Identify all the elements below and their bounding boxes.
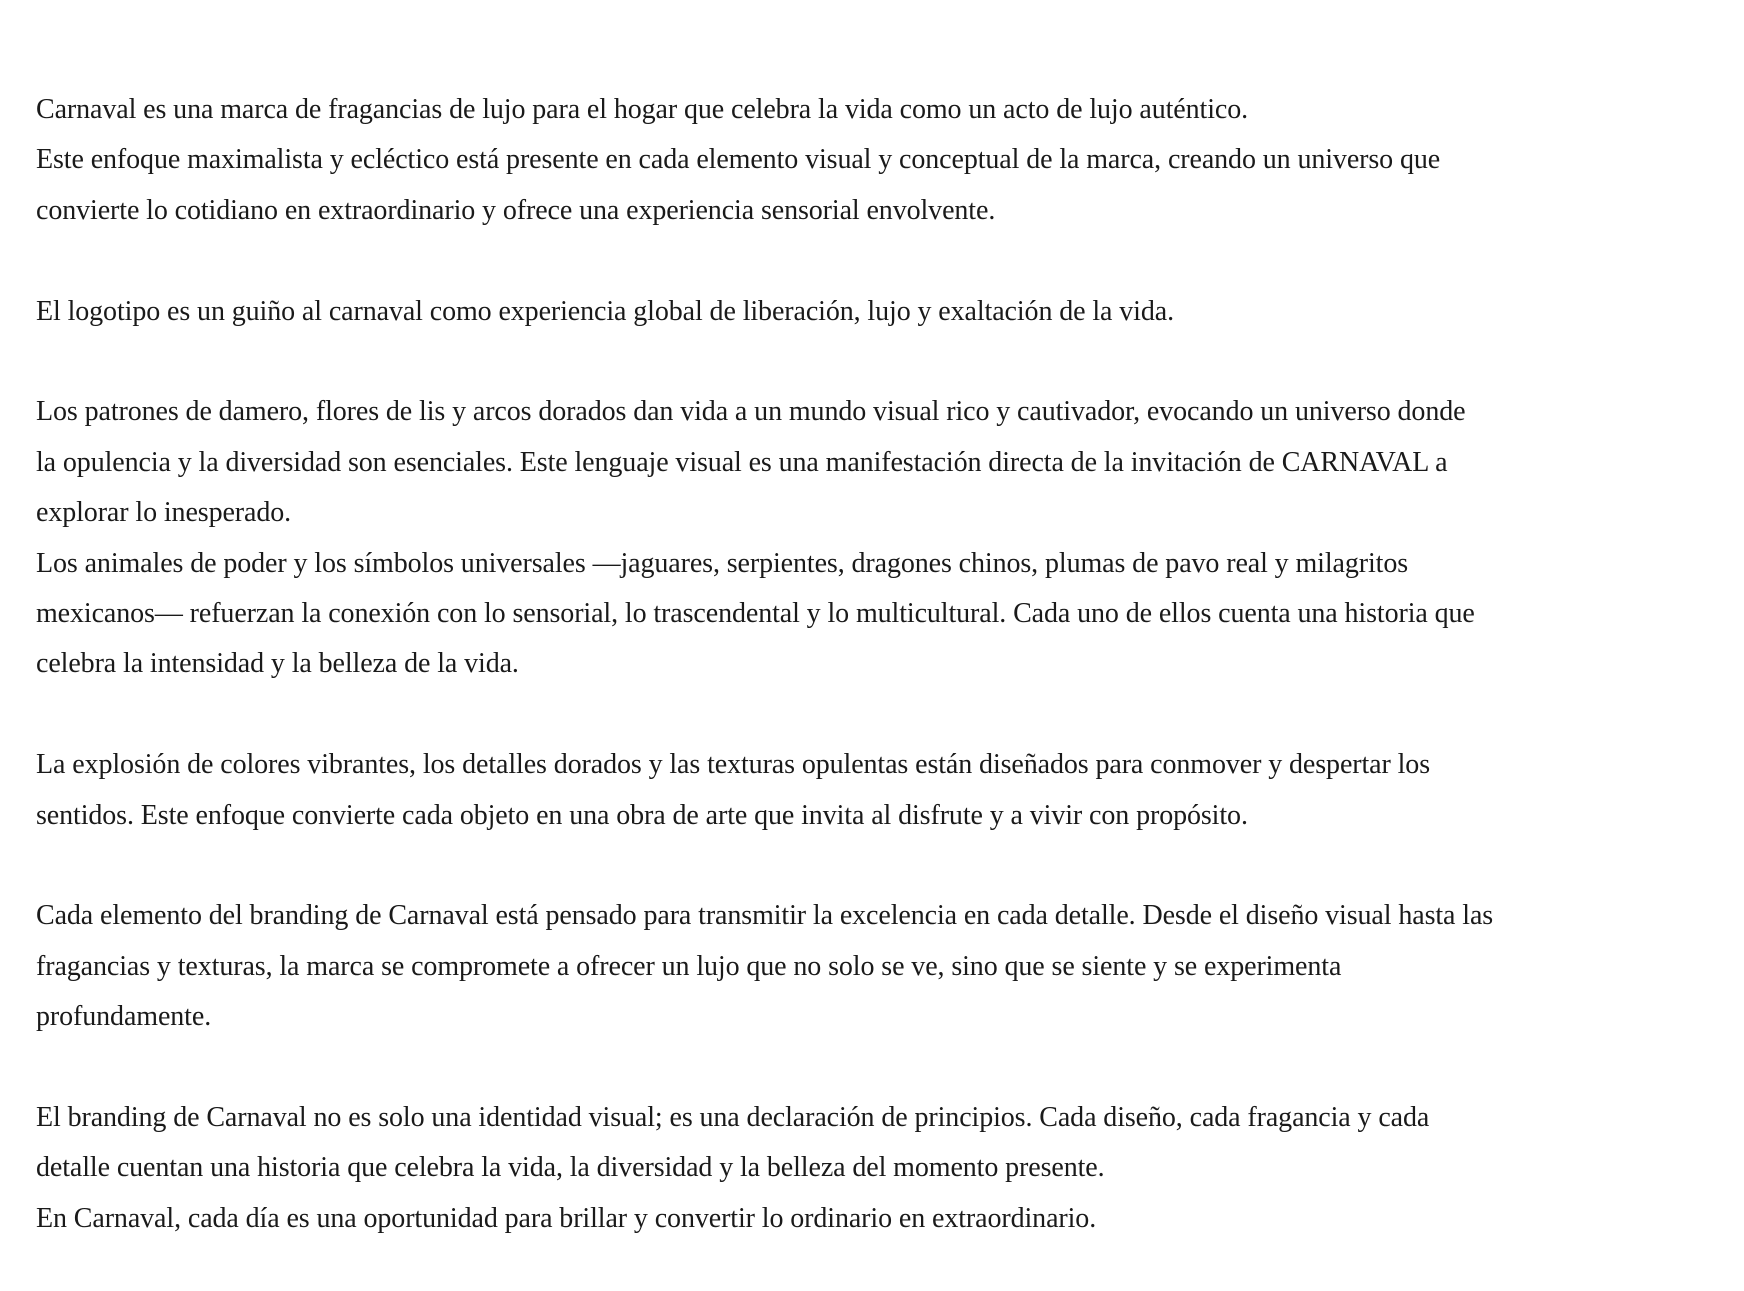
paragraph-excellence xyxy=(36,891,1726,1042)
text-line: Carnaval es una marca de fragancias de lujo para el hogar que celebra la vida como un acto de lujo auténtico. xyxy=(36,94,1248,125)
text-line: El logotipo es un guiño al carnaval como experiencia global de liberación, lujo y exaltación de la vida. xyxy=(36,295,1174,327)
text-line: Cada elemento del branding de Carnaval está pensado para transmitir la excelencia en cada detalle. Desde el diseño visual hasta las xyxy=(36,900,1494,932)
text-line: celebra la intensidad y la belleza de la vida. xyxy=(36,648,519,680)
text-line: Los animales de poder y los símbolos universales —jaguares, serpientes, dragones chinos, plumas de pavo real y milagritos xyxy=(36,547,1409,579)
paragraph-closing xyxy=(36,1093,1726,1244)
paragraph-logo xyxy=(36,287,1726,337)
text-line: En Carnaval, cada día es una oportunidad para brillar y convertir lo ordinario en extraordinario. xyxy=(36,1202,1097,1234)
text-line: La explosión de colores vibrantes, los detalles dorados y las texturas opulentas están diseñados para conmover y despertar los xyxy=(36,749,1431,781)
text-line: El branding de Carnaval no es solo una identidad visual; es una declaración de principios. Cada diseño, cada fragancia y cada xyxy=(36,1102,1430,1134)
text-line: convierte lo cotidiano en extraordinario y ofrece una experiencia sensorial envolvente. xyxy=(36,194,996,226)
text-line: mexicanos— refuerzan la conexión con lo sensorial, lo trascendental y lo multicultural. Cada uno de ellos cuenta una historia que xyxy=(36,598,1475,630)
text-line: Este enfoque maximalista y ecléctico está presente en cada elemento visual y conceptual de la marca, creando un universo que xyxy=(36,144,1441,176)
text-line: Los patrones de damero, flores de lis y arcos dorados dan vida a un mundo visual rico y cautivador, evocando un universo donde xyxy=(36,396,1466,428)
text-line: fragancias y texturas, la marca se compromete a ofrecer un lujo que no solo se ve, sino que se siente y se experimenta xyxy=(36,950,1342,982)
paragraph-intro xyxy=(36,85,1726,236)
document-body xyxy=(36,85,1726,1244)
paragraph-patterns-symbols xyxy=(36,387,1726,689)
text-line: sentidos. Este enfoque convierte cada objeto en una obra de arte que invita al disfrute y a vivir con propósito. xyxy=(36,799,1248,831)
text-line: la opulencia y la diversidad son esenciales. Este lenguaje visual es una manifestación directa de la invitación de CARNAVAL a xyxy=(36,446,1448,478)
paragraph-colors xyxy=(36,740,1726,841)
text-line: explorar lo inesperado. xyxy=(36,497,292,529)
text-line: detalle cuentan una historia que celebra la vida, la diversidad y la belleza del momento presente. xyxy=(36,1152,1105,1184)
text-line: profundamente. xyxy=(36,1001,212,1033)
